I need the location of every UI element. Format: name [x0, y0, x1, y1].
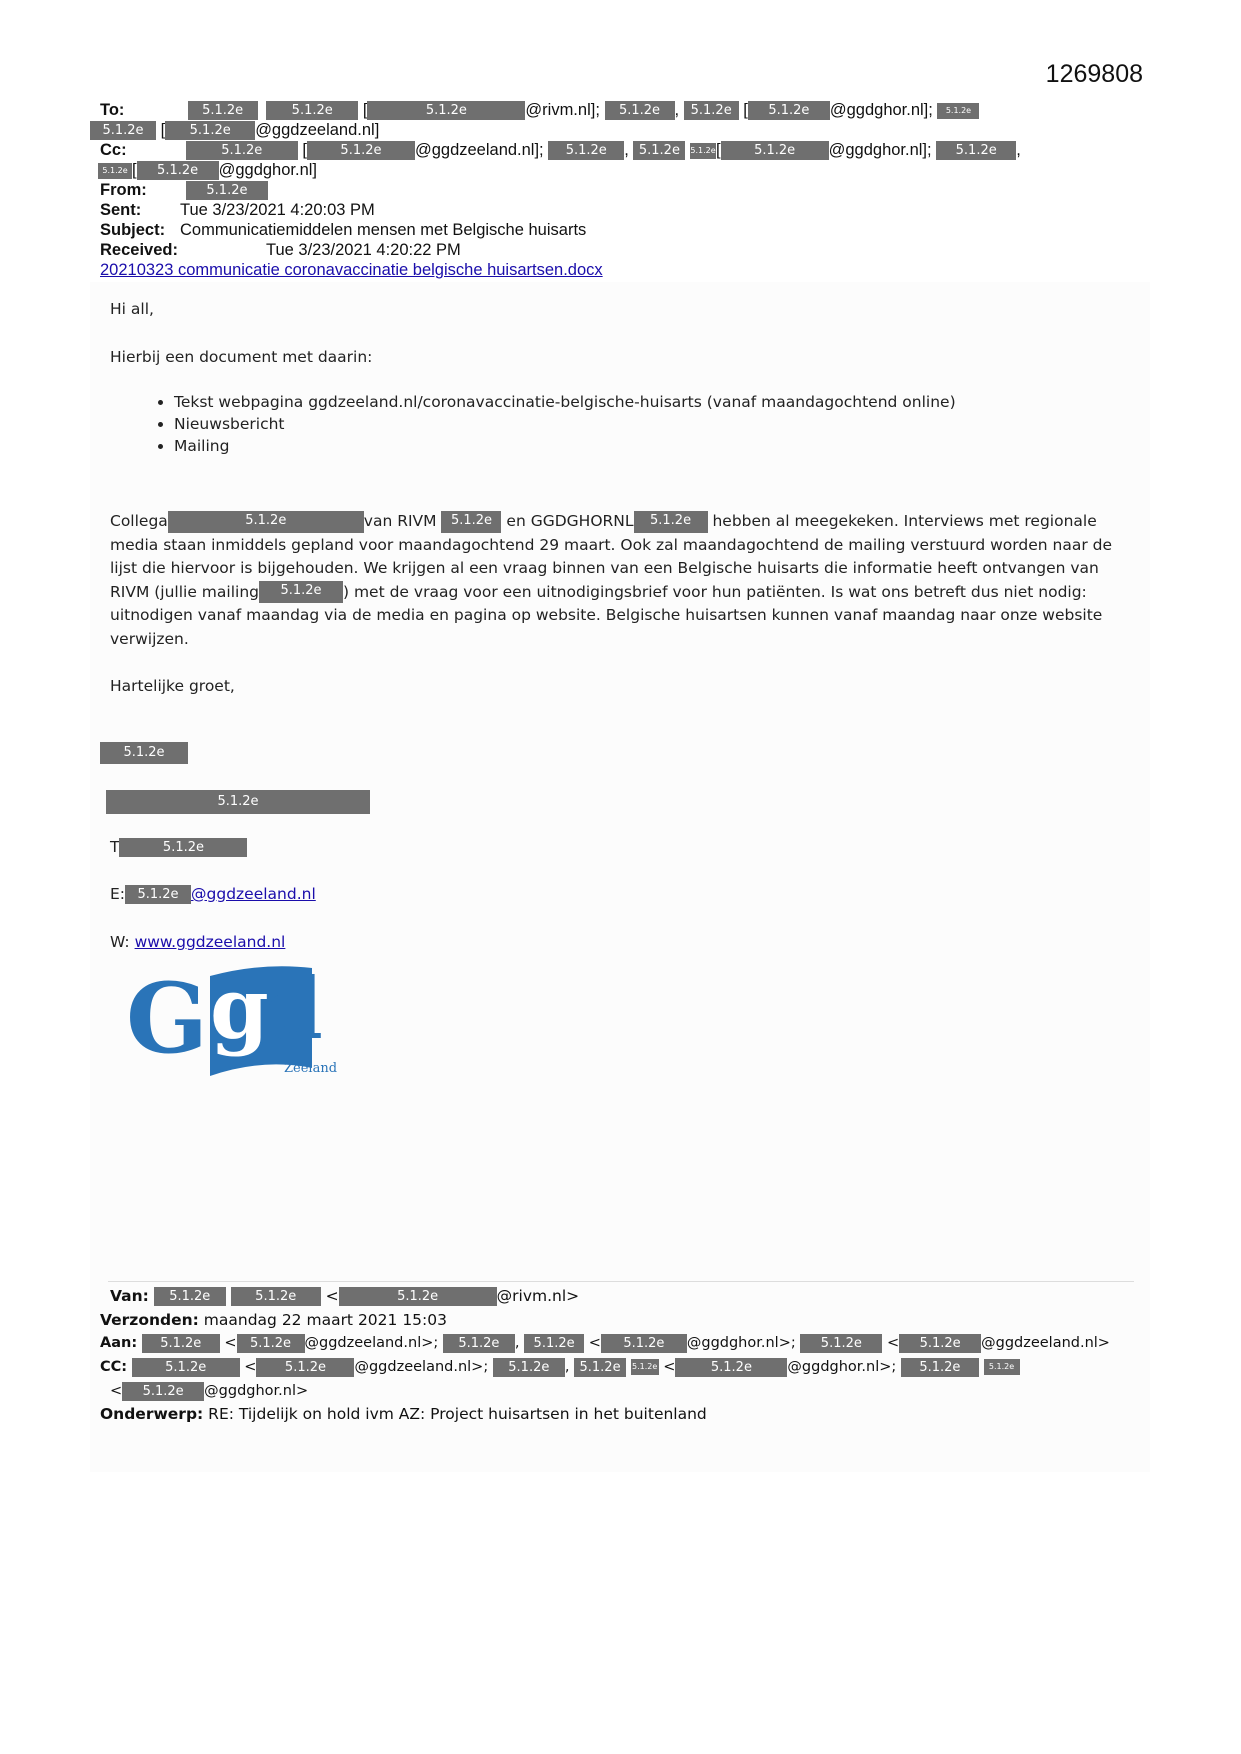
- svg-text:G: G: [126, 962, 208, 1075]
- greeting: Hi all,: [110, 300, 154, 318]
- redaction-box: 5.1.2e: [137, 161, 219, 180]
- to-line-1: To: 5.1.2e 5.1.2e [ 5.1.2e @rivm.nl]; 5.1.2e , 5.1.2e [ 5.1.2e @ggdghor.nl]; 5.1.2e: [100, 100, 979, 120]
- ggd-zeeland-logo: [122, 958, 352, 1088]
- redaction-box: 5.1.2e: [690, 143, 716, 159]
- received-value: Tue 3/23/2021 4:20:22 PM: [266, 241, 461, 259]
- received-label: Received:: [100, 241, 178, 259]
- fwd-cc-line-2: < 5.1.2e @ggdghor.nl>: [110, 1383, 309, 1399]
- redaction-box: 5.1.2e: [936, 141, 1016, 160]
- redaction-box: 5.1.2e: [633, 141, 685, 160]
- from-line: [100, 180, 268, 200]
- svg-text:d: d: [264, 959, 323, 1058]
- redaction-box: 5.1.2e: [237, 1334, 305, 1353]
- email-label: E:: [110, 885, 126, 903]
- fwd-onderwerp-line: [100, 1403, 707, 1426]
- redaction-box: 5.1.2e: [721, 141, 829, 160]
- redaction-box: 5.1.2e: [266, 101, 358, 120]
- logo-subtitle: Zeeland: [284, 1061, 338, 1076]
- document-id: 1269808: [1045, 60, 1143, 88]
- redaction-box: 5.1.2e: [154, 1287, 226, 1306]
- redaction-box: 5.1.2e: [548, 141, 624, 160]
- redaction-box: 5.1.2e: [901, 1358, 979, 1377]
- redaction-box: 5.1.2e: [601, 1334, 687, 1353]
- redaction-box: 5.1.2e: [441, 511, 501, 533]
- signature-website: [110, 933, 285, 951]
- redaction-box: 5.1.2e: [122, 1382, 204, 1401]
- redaction-box: 5.1.2e: [125, 885, 191, 904]
- subject-line: [100, 220, 586, 240]
- subject-value: Communicatiemiddelen mensen met Belgische huisarts: [180, 221, 587, 239]
- subject-label: Subject:: [100, 221, 166, 239]
- from-label: From:: [100, 181, 147, 199]
- closing: Hartelijke groet,: [110, 677, 235, 695]
- to-ggdghor-domain: @ggdghor.nl];: [829, 101, 933, 119]
- redaction-box: 5.1.2e: [574, 1358, 626, 1377]
- cc-ggdghor-domain: @ggdghor.nl];: [828, 141, 932, 159]
- redaction-box: 5.1.2e: [367, 101, 525, 120]
- aan-ggdzeeland: @ggdzeeland.nl>;: [304, 1335, 439, 1351]
- cc-fwd-ggdghor-2: @ggdghor.nl>: [204, 1383, 309, 1399]
- fwd-verzonden-line: [100, 1309, 447, 1332]
- sent-line: [100, 200, 375, 220]
- redaction-box: 5.1.2e: [168, 511, 364, 533]
- redaction-box: 5.1.2e: [186, 141, 298, 160]
- redaction-box: 5.1.2e: [493, 1358, 565, 1377]
- redaction-box: 5.1.2e: [524, 1334, 584, 1353]
- svg-text:g: g: [210, 959, 269, 1058]
- paragraph-text: Collega: [110, 512, 168, 530]
- cc-line-1: Cc: 5.1.2e [ 5.1.2e @ggdzeeland.nl]; 5.1.2e , 5.1.2e 5.1.2e[ 5.1.2e @ggdghor.nl]; 5.1.2e ,: [100, 141, 1021, 159]
- redaction-box: 5.1.2e: [188, 101, 258, 120]
- onderwerp-label: Onderwerp:: [100, 1405, 204, 1423]
- redaction-box: 5.1.2e: [339, 1287, 497, 1306]
- redaction-box: 5.1.2e: [307, 141, 415, 160]
- redaction-box: 5.1.2e: [119, 838, 247, 857]
- attachment-line: [100, 260, 603, 280]
- fwd-cc-line: CC: 5.1.2e < 5.1.2e @ggdzeeland.nl>; 5.1.2e , 5.1.2e 5.1.2e < 5.1.2e @ggdghor.nl>; 5.1.2e 5.1.2e: [100, 1356, 1020, 1379]
- cc-ggdghor-domain-2: @ggdghor.nl]: [218, 161, 317, 179]
- onderwerp-value: RE: Tijdelijk on hold ivm AZ: Project huisartsen in het buitenland: [208, 1405, 707, 1423]
- sent-label: Sent:: [100, 201, 142, 219]
- redaction-box: 5.1.2e: [142, 1334, 220, 1353]
- redaction-box: 5.1.2e: [186, 181, 268, 200]
- website-link[interactable]: www.ggdzeeland.nl: [134, 933, 286, 951]
- fwd-van-line: Van: 5.1.2e 5.1.2e < 5.1.2e @rivm.nl>: [110, 1287, 580, 1305]
- redaction-box: 5.1.2e: [231, 1287, 321, 1306]
- redaction-box: 5.1.2e: [634, 511, 708, 533]
- main-paragraph: [110, 510, 1130, 651]
- redaction-box: 5.1.2e: [605, 101, 675, 120]
- redaction-box: 5.1.2e: [748, 101, 830, 120]
- phone-label: T: [110, 838, 120, 856]
- separator-line: [108, 1281, 1134, 1282]
- website-label: W:: [110, 933, 130, 951]
- redaction-box: 5.1.2e: [132, 1358, 240, 1377]
- list-item: • Nieuwsbericht: [174, 415, 956, 433]
- redaction-box: 5.1.2e: [899, 1334, 981, 1353]
- paragraph-text: van RIVM: [363, 512, 437, 530]
- signature-title: [106, 790, 370, 814]
- cc-ggdzeeland-domain: @ggdzeeland.nl];: [414, 141, 544, 159]
- redaction-box: 5.1.2e: [256, 1358, 354, 1377]
- list-item: • Mailing: [174, 437, 956, 455]
- paragraph-text: en GGDGHORNL: [506, 512, 634, 530]
- cc-fwd-ggdzeeland: @ggdzeeland.nl>;: [354, 1359, 489, 1375]
- redaction-box: 5.1.2e: [443, 1334, 515, 1353]
- redaction-box: 5.1.2e: [800, 1334, 882, 1353]
- cc-fwd-label: CC:: [100, 1359, 128, 1375]
- to-line-2: 5.1.2e [ 5.1.2e @ggdzeeland.nl]: [90, 120, 379, 140]
- received-line: [100, 240, 461, 260]
- cc-fwd-ggdghor: @ggdghor.nl>;: [787, 1359, 897, 1375]
- list-item: • Tekst webpagina ggdzeeland.nl/coronavaccinatie-belgische-huisarts (vanaf maandagochtend online): [174, 393, 956, 411]
- van-domain: @rivm.nl>: [496, 1287, 580, 1305]
- paragraph-text: ) met de vraag voor een uitnodigingsbrief voor hun patiënten. Is wat ons betreft dus niet nodig: uitnodigen vanaf maandag via de media en pagina op website. Belgische huisartsen kunnen vanaf maandag naar onze website verwijzen.: [110, 582, 1103, 648]
- redaction-box: 5.1.2e: [684, 101, 739, 120]
- paragraph-text: hebben al meegekeken. Interviews met regionale media staan inmiddels gepland voor maandagochtend 29 maart. Ook zal maandagochtend de mailing verstuurd worden naar de lijst die hiervoor is bijgehouden. We krijgen al een vraag binnen van een Belgische huisarts die informatie heeft ontvangen van RIVM (jullie mailing: [110, 512, 1113, 601]
- sent-value: Tue 3/23/2021 4:20:03 PM: [180, 201, 375, 219]
- redaction-box: 5.1.2e: [165, 121, 255, 140]
- redaction-box: 5.1.2e: [631, 1359, 659, 1375]
- redaction-box: 5.1.2e: [937, 103, 979, 119]
- to-ggdzeeland-domain: @ggdzeeland.nl]: [255, 121, 380, 139]
- redaction-box: 5.1.2e: [100, 742, 188, 764]
- verzonden-label: Verzonden:: [100, 1311, 199, 1329]
- attachment-link[interactable]: 20210323 communicatie coronavaccinatie belgische huisartsen.docx: [100, 261, 603, 279]
- aan-ggdzeeland-2: @ggdzeeland.nl>: [981, 1335, 1110, 1351]
- redaction-box: 5.1.2e: [90, 121, 156, 140]
- signature-name: [100, 742, 188, 764]
- redaction-box: 5.1.2e: [259, 581, 343, 603]
- to-label: To:: [100, 101, 125, 119]
- email-link[interactable]: @ggdzeeland.nl: [191, 885, 316, 903]
- redaction-box: 5.1.2e: [675, 1358, 787, 1377]
- van-label: Van:: [110, 1287, 149, 1305]
- intro-text: Hierbij een document met daarin:: [110, 348, 373, 366]
- aan-ggdghor: @ggdghor.nl>;: [686, 1335, 796, 1351]
- bullet-list: [152, 393, 956, 459]
- signature-phone: [110, 838, 247, 857]
- fwd-aan-line: Aan: 5.1.2e < 5.1.2e @ggdzeeland.nl>; 5.1.2e , 5.1.2e < 5.1.2e @ggdghor.nl>; 5.1.2e < 5.1.2e @ggdzeeland.nl>: [100, 1335, 1110, 1351]
- aan-label: Aan:: [100, 1335, 138, 1351]
- signature-email: [110, 885, 316, 904]
- redaction-box: 5.1.2e: [984, 1359, 1020, 1375]
- to-rivm-domain: @rivm.nl];: [525, 101, 600, 119]
- cc-label: Cc:: [100, 141, 127, 159]
- redaction-box: 5.1.2e: [98, 163, 132, 179]
- verzonden-value: maandag 22 maart 2021 15:03: [203, 1311, 447, 1329]
- cc-line-2: 5.1.2e [ 5.1.2e @ggdghor.nl]: [98, 160, 317, 180]
- redaction-box: 5.1.2e: [106, 790, 370, 814]
